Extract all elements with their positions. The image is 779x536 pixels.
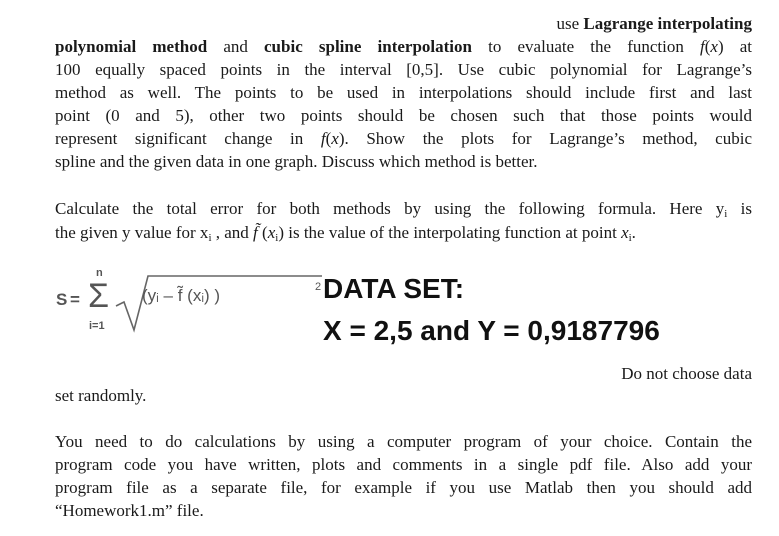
para4-line-2: program code you have written, plots and comments in a single pdf file. Also add your [55, 455, 752, 474]
subscript: i [628, 232, 632, 244]
math-f: f [320, 129, 326, 148]
text: ( [325, 129, 332, 148]
sum-lower-limit: i=1 [89, 320, 105, 332]
math-x: x [621, 223, 629, 242]
formula-body: (yᵢ – f̃ (xᵢ) ) [142, 286, 221, 305]
text: represent significant change in [55, 129, 321, 148]
text: . [631, 223, 636, 242]
subscript: i [724, 208, 728, 220]
method-lagrange: Lagrange interpolating [583, 14, 752, 33]
text: ( [704, 37, 711, 56]
math-f-tilde: f̃ [253, 223, 258, 242]
math-f: f [699, 37, 705, 56]
math-x: x [267, 223, 276, 242]
sigma-icon: Σ [88, 277, 110, 315]
para4-line-4: “Homework1.m” file. [55, 501, 204, 520]
para1-line-6 [55, 127, 752, 150]
subscript: i [208, 232, 212, 244]
para1-line-1 [55, 12, 752, 35]
text: ) is the value of the interpolating function at point [278, 223, 622, 242]
math-x: x [710, 37, 718, 56]
text: ) at [717, 37, 753, 56]
para3-line-1: Do not choose data [621, 364, 752, 383]
para2-line-2 [55, 221, 752, 250]
error-formula [56, 267, 322, 334]
text: use [556, 14, 584, 33]
text: and [207, 37, 265, 56]
method-cubic-spline: cubic spline interpolation [264, 37, 472, 56]
text: to evaluate the function [472, 37, 700, 56]
formula-power: 2 [315, 281, 322, 293]
math-x: x [331, 129, 339, 148]
dataset-title: DATA SET: [323, 273, 465, 304]
formula-s: S [56, 290, 68, 309]
para3-line-2: set randomly. [55, 386, 147, 405]
text: ( [257, 223, 268, 242]
para4-line-3: program file as a separate file, for example if you use Matlab then you should add [55, 478, 752, 497]
para1-line-2 [55, 35, 752, 58]
text: the given y value for x [55, 223, 209, 242]
para1-line-4: method as well. The points to be used in interpolations should include first and last [55, 83, 752, 102]
method-lagrange-cont: polynomial method [55, 37, 208, 56]
text: is [727, 199, 752, 218]
para1-line-3: 100 equally spaced points in the interval [0,5]. Use cubic polynomial for Lagrange’s [55, 60, 752, 79]
text: ). Show the plots for Lagrange’s method, cubic [338, 129, 752, 148]
dataset-values: X = 2,5 and Y = 0,9187796 [323, 315, 660, 346]
formula-equals: = [70, 290, 80, 309]
subscript: i [275, 232, 279, 244]
para4-line-1: You need to do calculations by using a computer program of your choice. Contain the [55, 432, 752, 451]
text: Calculate the total error for both methods by using the following formula. Here y [55, 199, 725, 218]
para1-line-5: point (0 and 5), other two points should be chosen such that those points would [55, 106, 752, 125]
text: , and [211, 223, 254, 242]
sum-upper-limit: n [96, 267, 103, 279]
para1-line-7: spline and the given data in one graph. Discuss which method is better. [55, 152, 538, 171]
